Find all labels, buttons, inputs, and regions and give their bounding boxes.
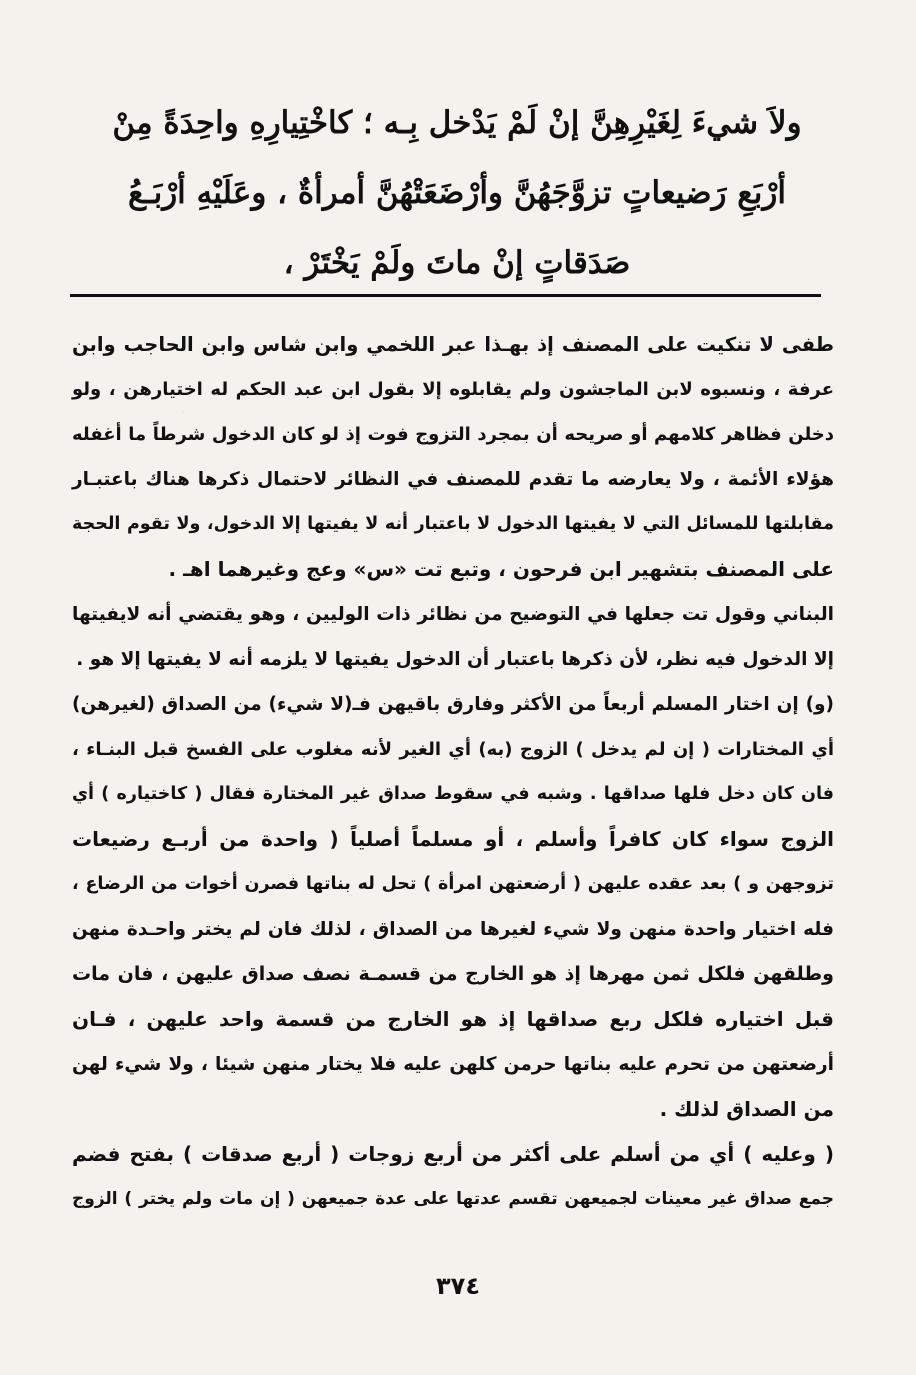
- commentary-line: هؤلاء الأئمة ، ولا يعارضه ما تقدم للمصنف في النظائر لاحتمال ذكرها هناك باعتبـار: [72, 469, 834, 490]
- commentary-line: طفى لا تنكيت على المصنف إذ بهـذا عبر اللخمي وابن شاس وابن الحاجب وابن: [72, 333, 834, 356]
- commentary-line: البناني وقول تت جعلها في التوضيح من نظائر ذات الوليين ، وهو يقتضي أنه لايفيتها: [72, 604, 834, 625]
- matn-line: أرْبَعِ رَضيعاتٍ تزوَّجَهُنَّ وأرْضَعَتْهُنَّ أمرأةٌ ، وعَلَيْهِ أرْبَـعُ: [128, 175, 786, 211]
- page-number: ٣٧٤: [436, 1272, 480, 1300]
- matn-line: ولاَ شيءَ لِغَيْرِهِنَّ إنْ لَمْ يَدْخل بِـه ؛ كاخْتِيارِهِ واحِدَةً مِنْ: [112, 105, 802, 141]
- commentary-text-block: [72, 322, 834, 1222]
- commentary-line: الزوج سواء كان كافراً وأسلم ، أو مسلماً أصلياً ( واحدة من أربـع رضيعات: [72, 827, 834, 851]
- commentary-line: دخلن فظاهر كلامهم أو صريحه أن بمجرد التزوج فوت إذ لو كان الدخول شرطاً ما أغفله: [72, 424, 834, 445]
- commentary-line: ( وعليه ) أي من أسلم على أكثر من أربع زوجات ( أربع صدقات ) بفتح فضم: [72, 1142, 834, 1166]
- commentary-line: فله اختيار واحدة منهن ولا شيء لغيرها من الصداق ، لذلك فان لم يختر واحـدة منهن: [72, 919, 834, 940]
- commentary-line: وطلقهن فلكل ثمن مهرها إذ هو الخارج من قسمـة نصف صداق عليهن ، فان مات: [72, 963, 834, 985]
- matn-text-block: [78, 88, 836, 298]
- commentary-line: إلا الدخول فيه نظر، لأن ذكرها باعتبار أن الدخول يفيتها لا يلزمه أنه لا يفيتها إلا هو .: [76, 649, 834, 670]
- commentary-line: أي المختارات ( إن لم يدخل ) الزوج (به) أي الغير لأنه مغلوب على الفسخ قبل البنـاء ،: [72, 739, 834, 760]
- commentary-line: عرفة ، ونسبوه لابن الماجشون ولم يقابلوه إلا بقول ابن عبد الحكم له اختيارهن ، ولو: [72, 379, 834, 400]
- commentary-line: جمع صداق غير معينات لجميعهن تقسم عدتها على عدة جميعهن ( إن مات ولم يختر ) الزوج: [72, 1189, 834, 1209]
- separator-rule: [70, 294, 821, 297]
- commentary-line: على المصنف بتشهير ابن فرحون ، وتبع تت «س» وعج وغيرهما اهـ .: [168, 557, 834, 581]
- commentary-line: قبل اختياره فلكل ربع صداقها إذ هو الخارج من قسمة واحد عليهن ، فـان: [72, 1007, 834, 1031]
- commentary-line: (و) إن اختار المسلم أربعاً من الأكثر وفارق باقيهن فـ(لا شيء) من الصداق (لغيرهن): [72, 694, 834, 715]
- commentary-line: أرضعتهن من تحرم عليه بناتها حرمن كلهن عليه فلا يختار منهن شيئا ، ولا شيء لهن: [72, 1054, 834, 1075]
- matn-line: صَدَقاتٍ إنْ ماتَ ولَمْ يَخْتَرْ ،: [283, 245, 631, 281]
- commentary-line: فان كان دخل فلها صداقها . وشبه في سقوط صداق غير المختارة فقال ( كاختياره ) أي: [72, 784, 834, 804]
- commentary-line: تزوجهن و ) بعد عقده عليهن ( أرضعتهن امرأة ) تحل له بناتها فصرن أخوات من الرضاع ،: [72, 874, 834, 894]
- commentary-line: مقابلتها للمسائل التي لا يفيتها الدخول لا باعتبار أنه لا يفيتها إلا الدخول، ولا تقوم الحجة: [72, 514, 834, 534]
- commentary-line: من الصداق لذلك .: [659, 1097, 834, 1121]
